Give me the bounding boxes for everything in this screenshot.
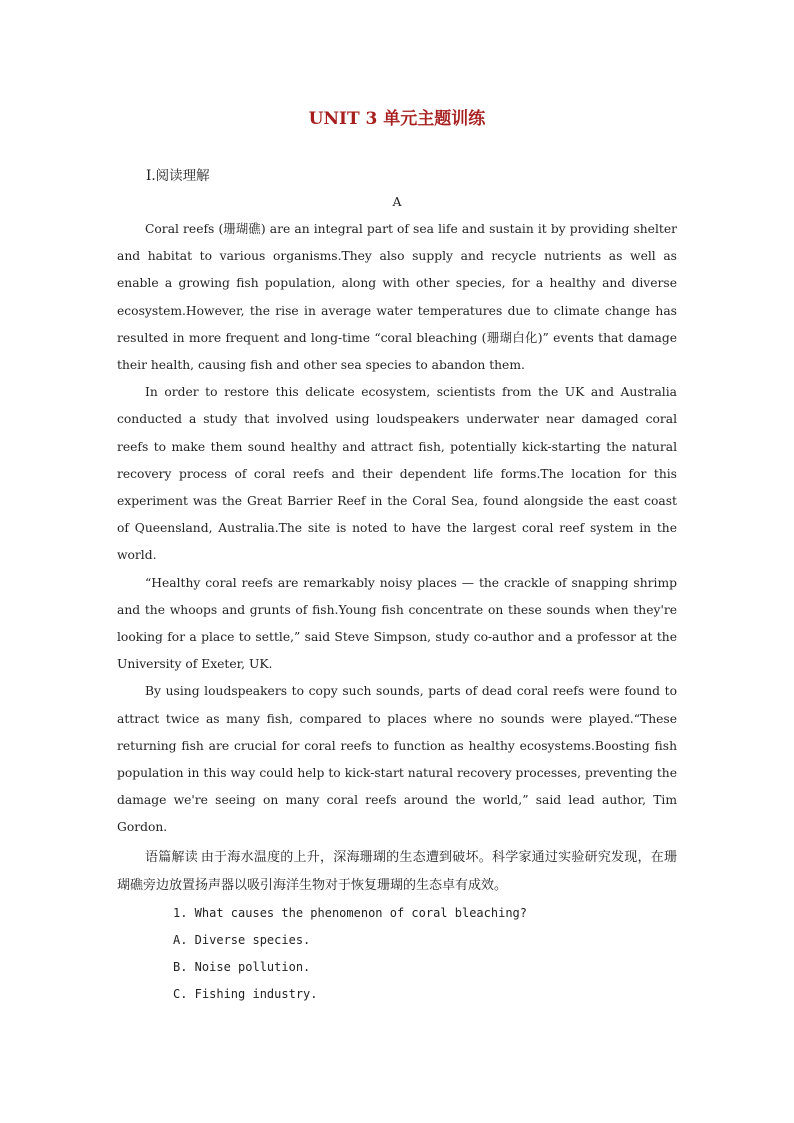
section-heading: Ⅰ.阅读理解: [146, 168, 210, 184]
paragraph-4: By using loudspeakers to copy such sounds, parts of dead coral reefs were found to attract twice as many fish, compared to places where no sounds were played.“These returning fish are crucial for coral reefs to function as healthy ecosystems.Boosting fish population in this way could help to kick-start natural recovery processes, preventing the damage we're seeing on many coral reefs around the world,” said lead author, Tim Gordon.: [117, 684, 677, 835]
option-b[interactable]: B. Noise pollution.: [173, 960, 311, 975]
option-c[interactable]: C. Fishing industry.: [173, 987, 318, 1002]
paragraph-2: In order to restore this delicate ecosystem, scientists from the UK and Australia conducted a study that involved using loudspeakers underwater near damaged coral reefs to make them sound healthy and attract fish, potentially kick-starting the natural recovery process of coral reefs and their dependent life forms.The location for this experiment was the Great Barrier Reef in the Coral Sea, found alongside the east coast of Queensland, Australia.The site is noted to have the largest coral reef system in the world.: [117, 385, 677, 563]
note-tag: 语篇解读: [145, 849, 198, 865]
note-text: 由于海水温度的上升，深海珊瑚的生态遭到破坏。科学家通过实验研究发现，在珊瑚礁旁边放置扬声器以吸引海洋生物对于恢复珊瑚的生态卓有成效。: [117, 849, 677, 893]
question-block: [117, 900, 677, 1009]
passage-analysis-note: [117, 844, 677, 900]
paragraph-3: “Healthy coral reefs are remarkably noisy places — the crackle of snapping shrimp and the whoops and grunts of fish.Young fish concentrate on these sounds when they're looking for a place to settle,” said Steve Simpson, study co-author and a professor at the University of Exeter, UK.: [117, 575, 677, 672]
question-stem: 1. What causes the phenomenon of coral bleaching?: [173, 905, 528, 920]
option-a[interactable]: A. Diverse species.: [173, 932, 311, 947]
document-title: UNIT 3 单元主题训练: [308, 109, 486, 129]
paragraph-1: Coral reefs (珊瑚礁) are an integral part of sea life and sustain it by providing shelter and habitat to various organisms.They also supply and recycle nutrients as well as enable a growing fish population, along with other species, for a healthy and diverse ecosystem.However, the rise in average water temperatures due to climate change has resulted in more frequent and long-time “coral bleaching (珊瑚白化)” events that damage their health, causing fish and other sea species to abandon them.: [117, 222, 677, 373]
passage-body: [117, 216, 677, 1008]
passage-letter: A: [392, 194, 402, 209]
